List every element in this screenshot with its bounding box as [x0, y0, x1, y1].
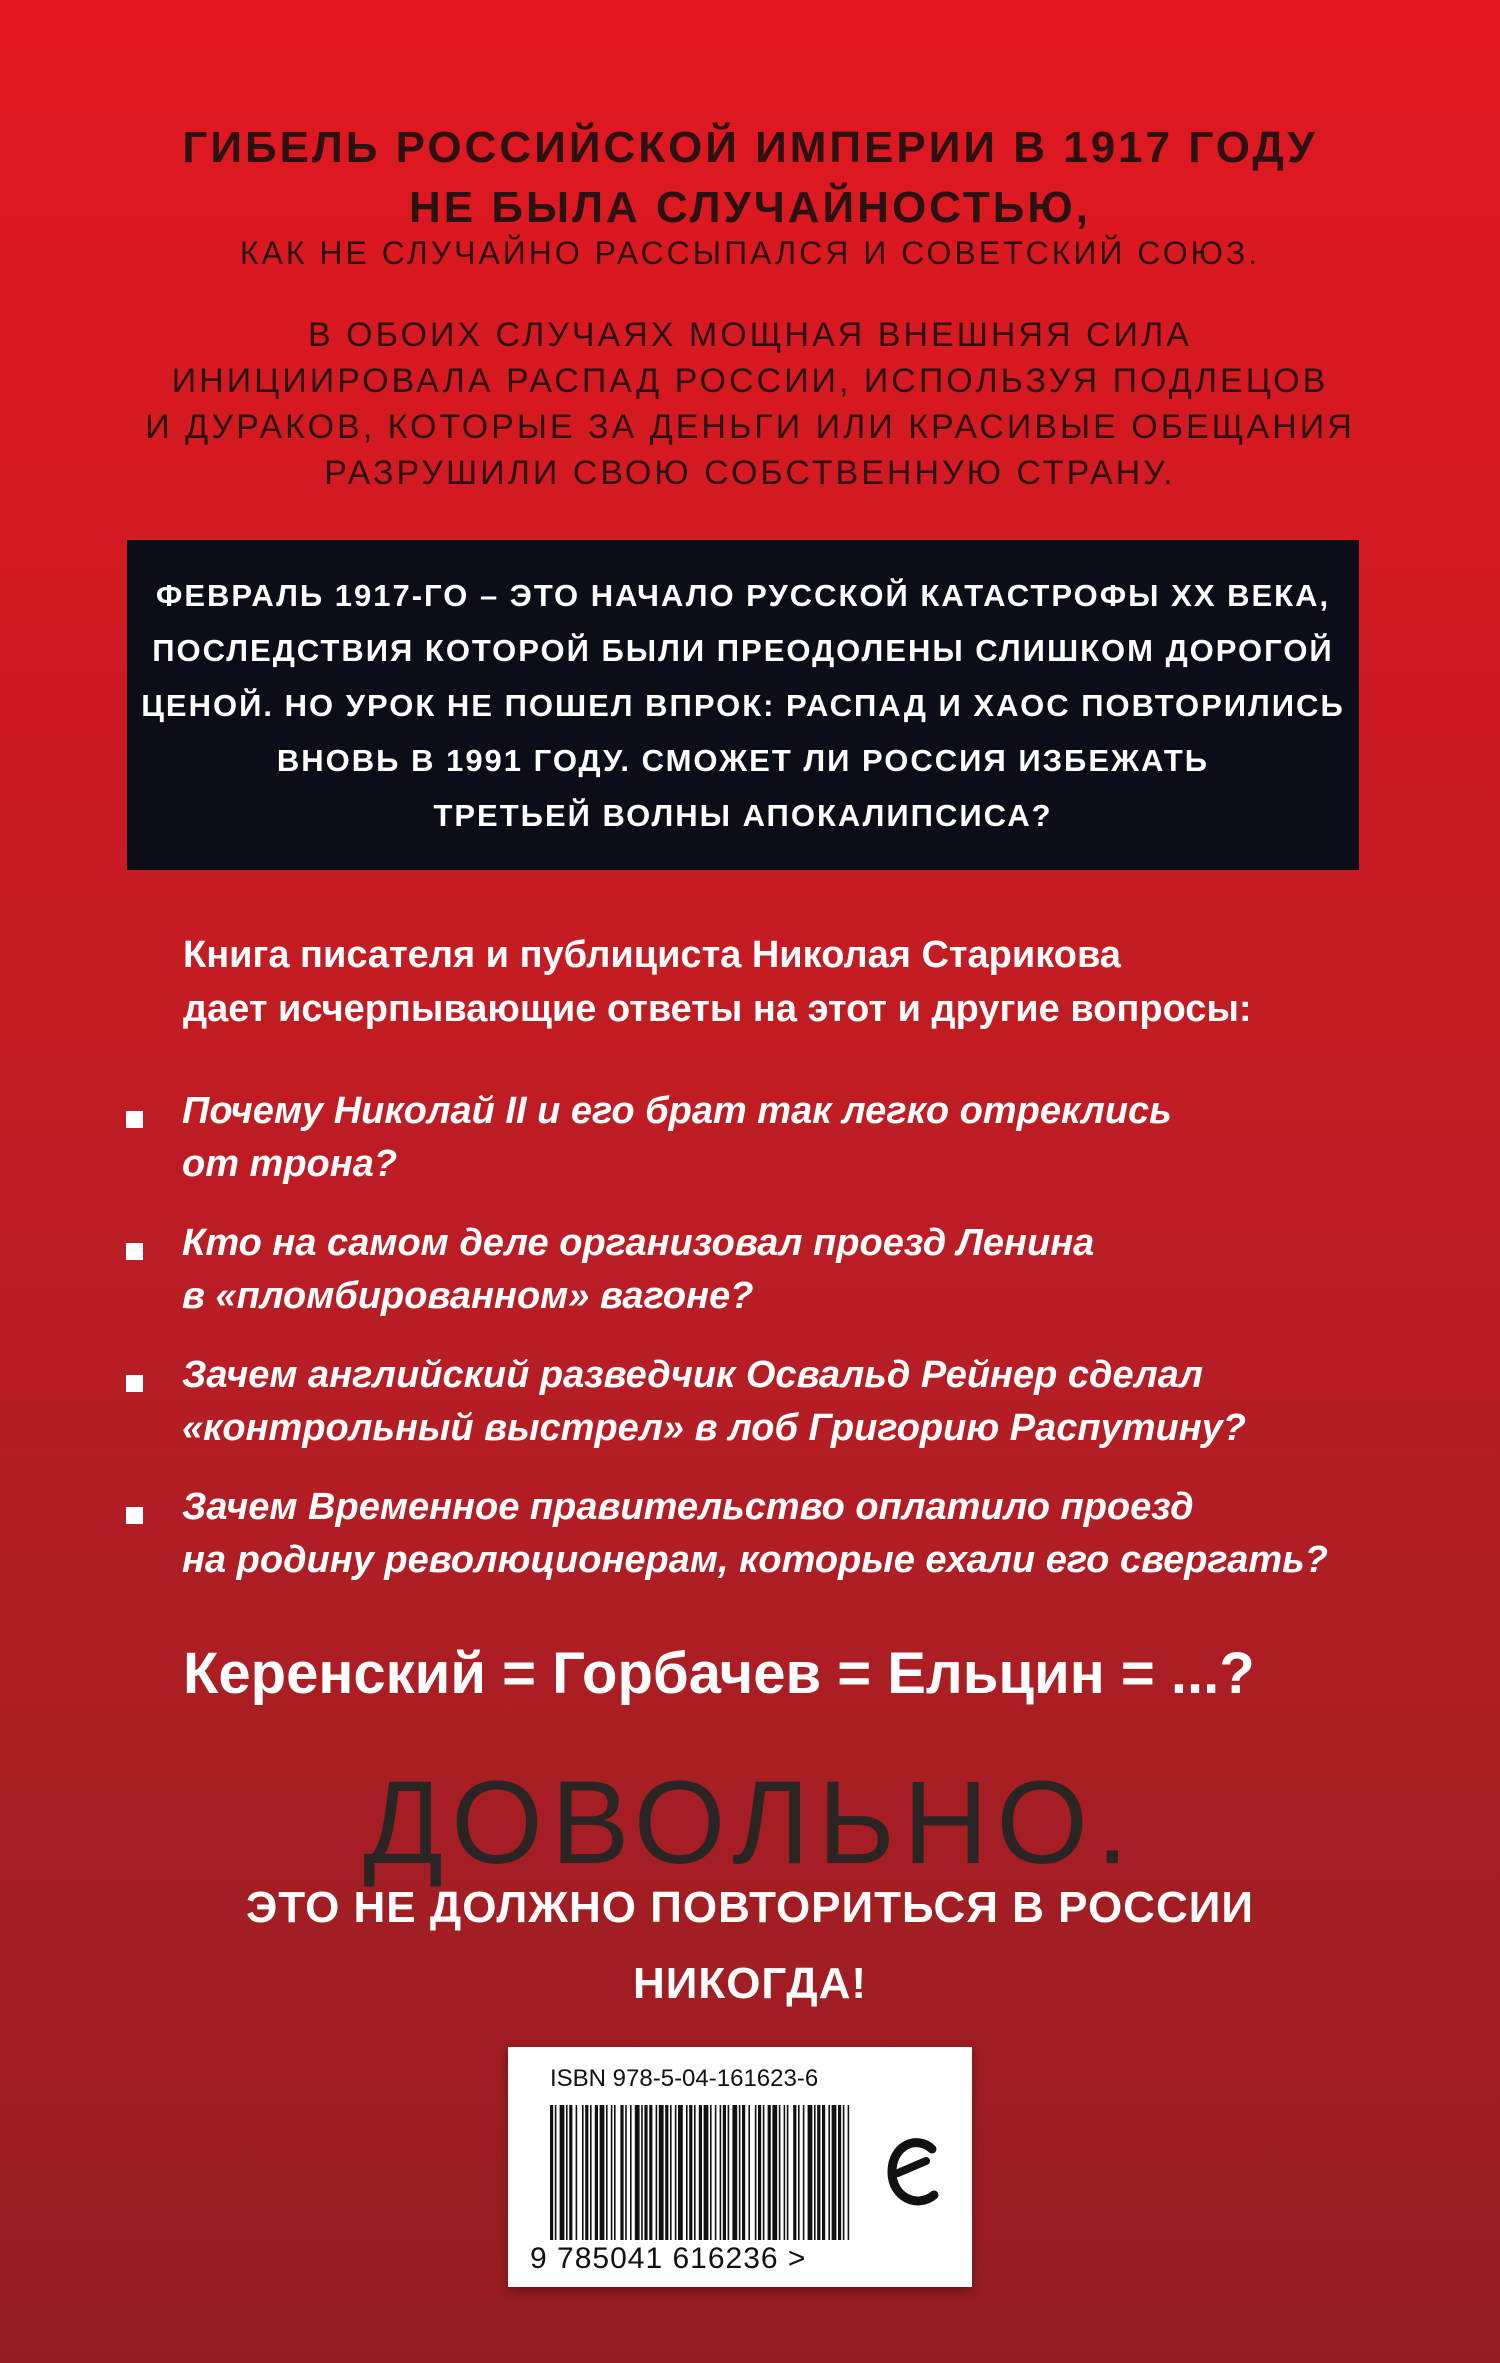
barcode-bar: [798, 2105, 800, 2240]
barcode-bar: [832, 2105, 837, 2240]
barcode-bar: [630, 2105, 632, 2240]
highlight-box-text: [127, 568, 1359, 843]
barcode-bar: [793, 2105, 796, 2240]
final-line: НИКОГДА!: [632, 1959, 868, 2008]
highlight-line: ВНОВЬ В 1991 ГОДУ. СМОЖЕТ ЛИ РОССИЯ ИЗБЕЖАТЬ: [276, 743, 1210, 778]
barcode-bar: [649, 2105, 652, 2240]
list-item: [120, 1085, 1400, 1191]
barcode-bar: [641, 2105, 643, 2240]
barcode-bar: [656, 2105, 658, 2240]
barcode-bar: [772, 2105, 777, 2240]
headline: [0, 118, 1500, 238]
barcode-bar: [600, 2105, 605, 2240]
question-line: Кто на самом деле организовал проезд Ленина: [182, 1222, 1095, 1264]
barcode-bar: [635, 2105, 640, 2240]
barcode-bar: [814, 2105, 816, 2240]
highlight-line: ФЕВРАЛЬ 1917-ГО – ЭТО НАЧАЛО РУССКОЙ КАТАСТРОФЫ XX ВЕКА,: [155, 578, 1331, 613]
barcode-bar: [625, 2105, 627, 2240]
square-bullet-icon: [126, 1375, 143, 1392]
barcode-bar: [560, 2105, 565, 2240]
question-text: [182, 1217, 1400, 1323]
highlight-line: ЦЕНОЙ. НО УРОК НЕ ПОШЕЛ ВПРОК: РАСПАД И ХАОС ПОВТОРИЛИСЬ: [141, 688, 1345, 723]
barcode-bar: [779, 2105, 781, 2240]
barcode-bar: [611, 2105, 613, 2240]
barcode-bar: [822, 2105, 825, 2240]
barcode-bar: [686, 2105, 688, 2240]
intro-paragraph-line: В ОБОИХ СЛУЧАЯХ МОЩНАЯ ВНЕШНЯЯ СИЛА: [308, 316, 1192, 354]
barcode-bar: [689, 2105, 692, 2240]
isbn-digits: 9 785041 616236 >: [530, 2242, 807, 2275]
square-bullet-icon: [126, 1243, 143, 1260]
barcode-bar: [787, 2105, 789, 2240]
barcode-bar: [808, 2105, 813, 2240]
barcode-bar: [550, 2105, 553, 2240]
eksmo-logo-icon: [882, 2127, 952, 2217]
barcode-bar: [582, 2105, 584, 2240]
question-text: [182, 1349, 1400, 1455]
barcode-bar: [748, 2105, 750, 2240]
square-bullet-icon: [126, 1507, 143, 1524]
barcode-bar: [585, 2105, 588, 2240]
barcode-bar: [606, 2105, 608, 2240]
question-line: Зачем английский разведчик Освальд Рейнер сделал: [182, 1354, 1204, 1396]
barcode-bar: [817, 2105, 820, 2240]
intro-paragraph-line: ИНИЦИИРОВАЛА РАСПАД РОССИИ, ИСПОЛЬЗУЯ ПОДЛЕЦОВ: [171, 362, 1329, 400]
barcode-bar: [710, 2105, 712, 2240]
isbn-label: ISBN 978-5-04-161623-6: [550, 2065, 819, 2092]
barcode-bar: [732, 2105, 737, 2240]
barcode-bar: [848, 2105, 850, 2240]
question-list: [120, 1085, 1400, 1613]
highlight-line: ПОСЛЕДСТВИЯ КОТОРОЙ БЫЛИ ПРЕОДОЛЕНЫ СЛИШКОМ ДОРОГОЙ: [152, 633, 1334, 668]
book-lead: [183, 928, 1252, 1036]
barcode-bar: [784, 2105, 786, 2240]
question-line: «контрольный выстрел» в лоб Григорию Распутину?: [182, 1407, 1246, 1449]
barcode-bar: [566, 2105, 568, 2240]
barcode-bar: [739, 2105, 741, 2240]
barcode: [550, 2105, 850, 2240]
book-lead-line: Книга писателя и публициста Николая Старикова: [183, 934, 1121, 976]
barcode-bar: [838, 2105, 841, 2240]
book-lead-line: дает исчерпывающие ответы на этот и другие вопросы:: [183, 988, 1252, 1030]
list-item: [120, 1349, 1400, 1455]
barcode-bar: [665, 2105, 668, 2240]
barcode-bar: [590, 2105, 592, 2240]
highlight-box: [127, 540, 1359, 870]
barcode-bar: [704, 2105, 709, 2240]
isbn-barcode-box: [508, 2047, 972, 2287]
barcode-bar: [843, 2105, 845, 2240]
question-line: в «пломбированном» вагоне?: [182, 1275, 754, 1317]
barcode-bar: [614, 2105, 616, 2240]
barcode-bar: [699, 2105, 702, 2240]
question-line: от трона?: [182, 1143, 398, 1185]
intro-paragraph: [0, 312, 1500, 496]
formula-heading: Керенский = Горбачев = Ельцин = ...?: [183, 1641, 1255, 1706]
barcode-bar: [620, 2105, 623, 2240]
barcode-bar: [659, 2105, 664, 2240]
barcode-bar: [803, 2105, 805, 2240]
question-text: [182, 1481, 1400, 1587]
barcode-bar: [728, 2105, 730, 2240]
barcode-bar: [694, 2105, 696, 2240]
barcode-bar: [742, 2105, 745, 2240]
barcode-bar: [715, 2105, 717, 2240]
barcode-bar: [768, 2105, 771, 2240]
barcode-bar: [720, 2105, 722, 2240]
final-line: ЭТО НЕ ДОЛЖНО ПОВТОРИТЬСЯ В РОССИИ: [246, 1883, 1254, 1932]
barcode-bar: [828, 2105, 830, 2240]
barcode-bar: [723, 2105, 726, 2240]
list-item: [120, 1481, 1400, 1587]
intro-paragraph-line: И ДУРАКОВ, КОТОРЫЕ ЗА ДЕНЬГИ ИЛИ КРАСИВЫЕ ОБЕЩАНИЯ: [145, 408, 1355, 446]
question-line: Почему Николай II и его брат так легко отреклись: [182, 1090, 1172, 1132]
headline-line-2: НЕ БЫЛА СЛУЧАЙНОСТЬЮ,: [409, 183, 1091, 232]
barcode-bar: [576, 2105, 578, 2240]
barcode-bar: [569, 2105, 572, 2240]
barcode-bar: [763, 2105, 765, 2240]
barcode-bar: [595, 2105, 598, 2240]
intro-paragraph-line: РАЗРУШИЛИ СВОЮ СОБСТВЕННУЮ СТРАНУ.: [324, 454, 1176, 492]
headline-line-1: ГИБЕЛЬ РОССИЙСКОЙ ИМПЕРИИ В 1917 ГОДУ: [182, 123, 1318, 172]
final-statement: [0, 1870, 1500, 2022]
barcode-bar: [644, 2105, 647, 2240]
question-line: на родину революционерам, которые ехали его свергать?: [182, 1539, 1328, 1581]
barcode-bar: [555, 2105, 557, 2240]
square-bullet-icon: [126, 1111, 143, 1128]
barcode-bar: [755, 2105, 757, 2240]
question-text: [182, 1085, 1400, 1191]
barcode-bar: [758, 2105, 761, 2240]
barcode-bar: [678, 2105, 683, 2240]
highlight-line: ТРЕТЬЕЙ ВОЛНЫ АПОКАЛИПСИСА?: [433, 798, 1053, 833]
list-item: [120, 1217, 1400, 1323]
question-line: Зачем Временное правительство оплатило проезд: [182, 1486, 1194, 1528]
barcode-bar: [675, 2105, 677, 2240]
barcode-bar: [670, 2105, 672, 2240]
headline-subline: КАК НЕ СЛУЧАЙНО РАССЫПАЛСЯ И СОВЕТСКИЙ СОЮЗ.: [239, 235, 1261, 271]
big-slogan: ДОВОЛЬНО.: [363, 1757, 1137, 1889]
